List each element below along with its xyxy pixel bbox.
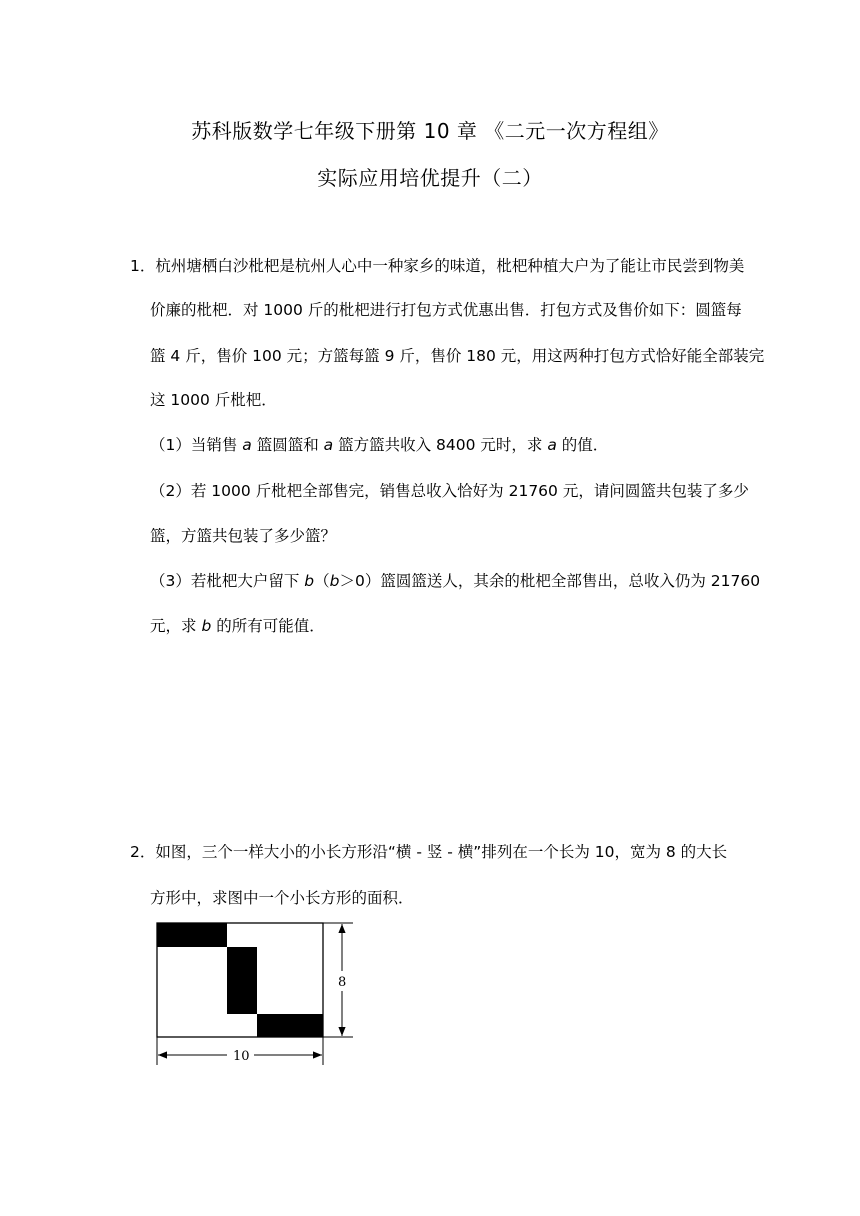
variable-b: b: [201, 617, 212, 635]
q1-text-line4: 这 1000 斤枇杷．: [150, 391, 277, 409]
height-label: 8: [338, 975, 347, 990]
q1-part3-text-c: ＞0）篮圆篮送人，其余的枇杷全部售出，总收入仍为 21760: [339, 572, 761, 590]
document-title-line2: 实际应用培优提升（二）: [317, 166, 543, 190]
variable-a: a: [323, 436, 334, 454]
q2-text-line2: 方形中，求图中一个小长方形的面积．: [150, 889, 414, 907]
q1-part3-text-a: （3）若枇杷大户留下: [150, 572, 305, 590]
variable-a: a: [547, 436, 557, 454]
q1-part2-line1: （2）若 1000 斤枇杷全部售完，销售总收入恰好为 21760 元，请问圆篮共包装了多少: [150, 482, 749, 500]
variable-b: b: [304, 572, 315, 590]
q1-part3-line1: [150, 569, 760, 591]
q1-part2-line2: 篮，方篮共包装了多少篮？: [150, 527, 337, 545]
q2-text-line1: 2．如图，三个一样大小的小长方形沿“横 - 竖 - 横”排列在一个长为 10，宽为 8 的大长: [130, 843, 728, 861]
q1-part1-text-c: 篮方篮共收入 8400 元时，求: [333, 436, 548, 454]
q1-part3-line2-text-b: 的所有可能值．: [211, 617, 325, 635]
small-rectangle-horizontal-top: [157, 923, 227, 947]
rectangle-figure: [150, 915, 360, 1075]
q1-part1-text-b: 篮圆篮和: [251, 436, 324, 454]
variable-a: a: [242, 436, 252, 454]
q1-text-line1: 1．杭州塘栖白沙枇杷是杭州人心中一种家乡的味道，枇杷种植大户为了能让市民尝到物美: [130, 257, 745, 275]
q1-text-line2: 价廉的枇杷．对 1000 斤的枇杷进行打包方式优惠出售．打包方式及售价如下：圆篮每: [150, 301, 742, 319]
q1-part1-text-a: （1）当销售: [150, 436, 243, 454]
q1-part3-line2-text-a: 元，求: [150, 617, 202, 635]
document-title-line1: 苏科版数学七年级下册第 10 章 《二元一次方程组》: [191, 119, 669, 143]
small-rectangle-horizontal-bottom: [257, 1014, 323, 1037]
q1-part1-text-d: 的值．: [556, 436, 609, 454]
q1-part3-text-b: （: [314, 572, 330, 590]
q1-part3-line2: [150, 614, 325, 636]
small-rectangle-vertical: [227, 947, 257, 1014]
width-label: 10: [233, 1049, 250, 1064]
q1-part1: [150, 433, 608, 455]
variable-b: b: [329, 572, 340, 590]
q1-text-line3: 篮 4 斤，售价 100 元；方篮每篮 9 斤，售价 180 元，用这两种打包方式恰好能全部装完: [150, 347, 765, 365]
